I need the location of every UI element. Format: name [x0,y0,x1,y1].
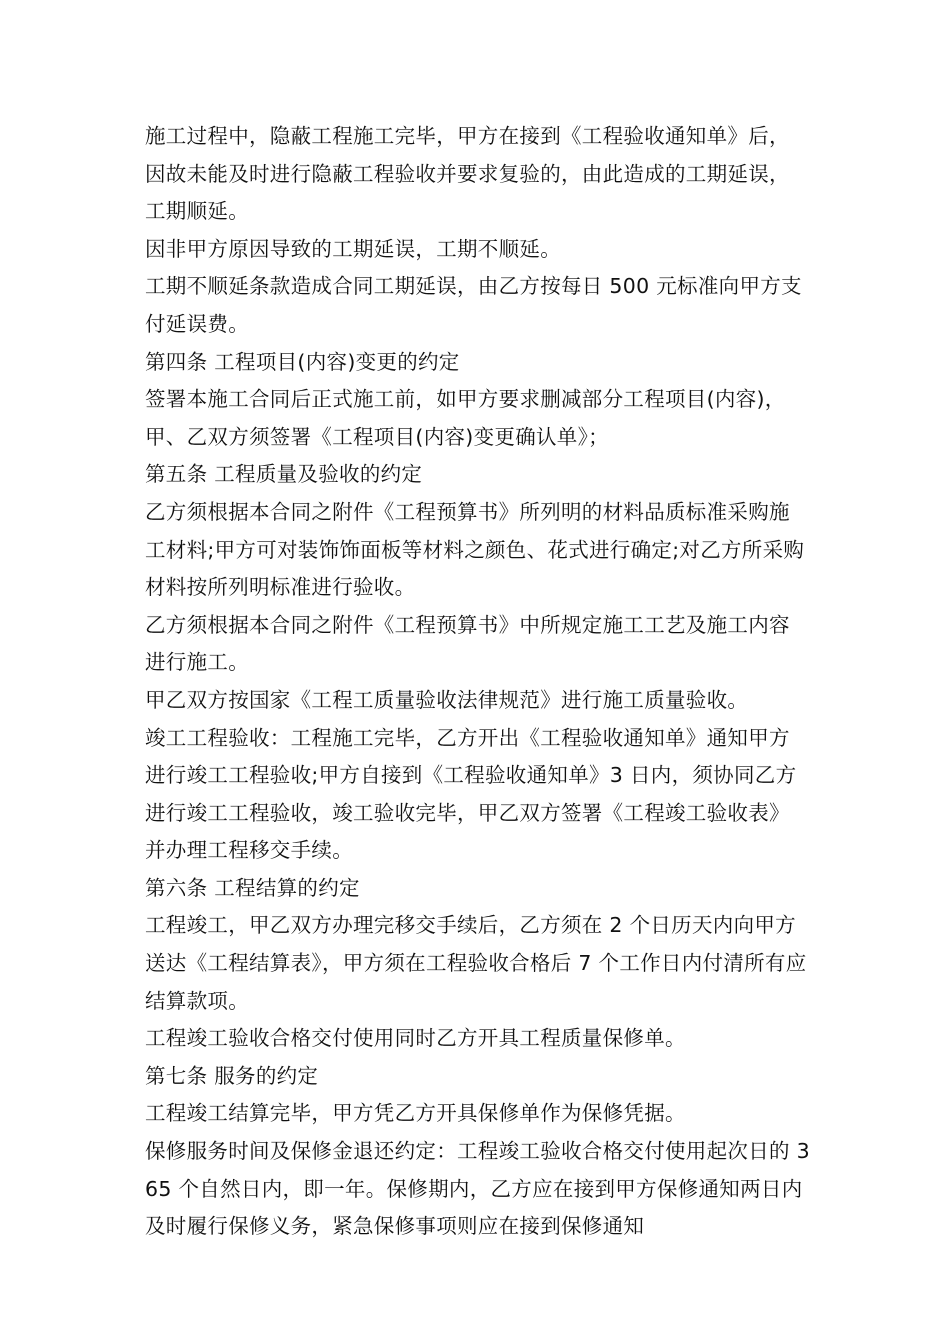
paragraph: 因非甲方原因导致的工期延误，工期不顺延。 [145,236,561,261]
section-heading: 第六条 工程结算的约定 [145,875,360,900]
paragraph: 工期不顺延条款造成合同工期延误，由乙方按每日 500 元标准向甲方支付延误费。 [145,274,802,336]
paragraph: 乙方须根据本合同之附件《工程预算书》中所规定施工工艺及施工内容进行施工。 [145,612,790,675]
paragraph: 工程竣工验收合格交付使用同时乙方开具工程质量保修单。 [145,1026,686,1051]
document-page [145,118,810,1246]
paragraph: 施工过程中，隐蔽工程施工完毕，甲方在接到《工程验收通知单》后，因故未能及时进行隐蔽工程验收并要求复验的，由此造成的工期延误，工期顺延。 [145,124,790,224]
paragraph: 乙方须根据本合同之附件《工程预算书》所列明的材料品质标准采购施工材料;甲方可对装饰饰面板等材料之颜色、花式进行确定;对乙方所采购材料按所列明标准进行验收。 [145,499,805,600]
section-heading: 第五条 工程质量及验收的约定 [145,462,423,487]
paragraph: 工程竣工，甲乙双方办理完移交手续后，乙方须在 2 个日历天内向甲方送达《工程结算表》，甲方须在工程验收合格后 7 个工作日内付清所有应结算款项。 [145,913,807,1013]
section-heading: 第四条 工程项目(内容)变更的约定 [145,349,460,374]
paragraph: 竣工工程验收：工程施工完毕，乙方开出《工程验收通知单》通知甲方进行竣工工程验收;甲方自接到《工程验收通知单》3 日内，须协同乙方进行竣工工程验收，竣工验收完毕，甲乙双方签署《工程竣工验收表》并办理工程移交手续。 [145,725,797,863]
paragraph: 签署本施工合同后正式施工前，如甲方要求删减部分工程项目(内容)，甲、乙双方须签署《工程项目(内容)变更确认单》； [145,387,786,449]
paragraph: 甲乙双方按国家《工程工质量验收法律规范》进行施工质量验收。 [145,687,749,712]
paragraph: 工程竣工结算完毕，甲方凭乙方开具保修单作为保修凭据。 [145,1101,686,1126]
paragraph: 保修服务时间及保修金退还约定：工程竣工验收合格交付使用起次日的 365 个自然日内，即一年。保修期内，乙方应在接到甲方保修通知两日内及时履行保修义务，紧急保修事项则应在接到保修通知 [145,1139,810,1239]
section-heading: 第七条 服务的约定 [145,1063,319,1088]
